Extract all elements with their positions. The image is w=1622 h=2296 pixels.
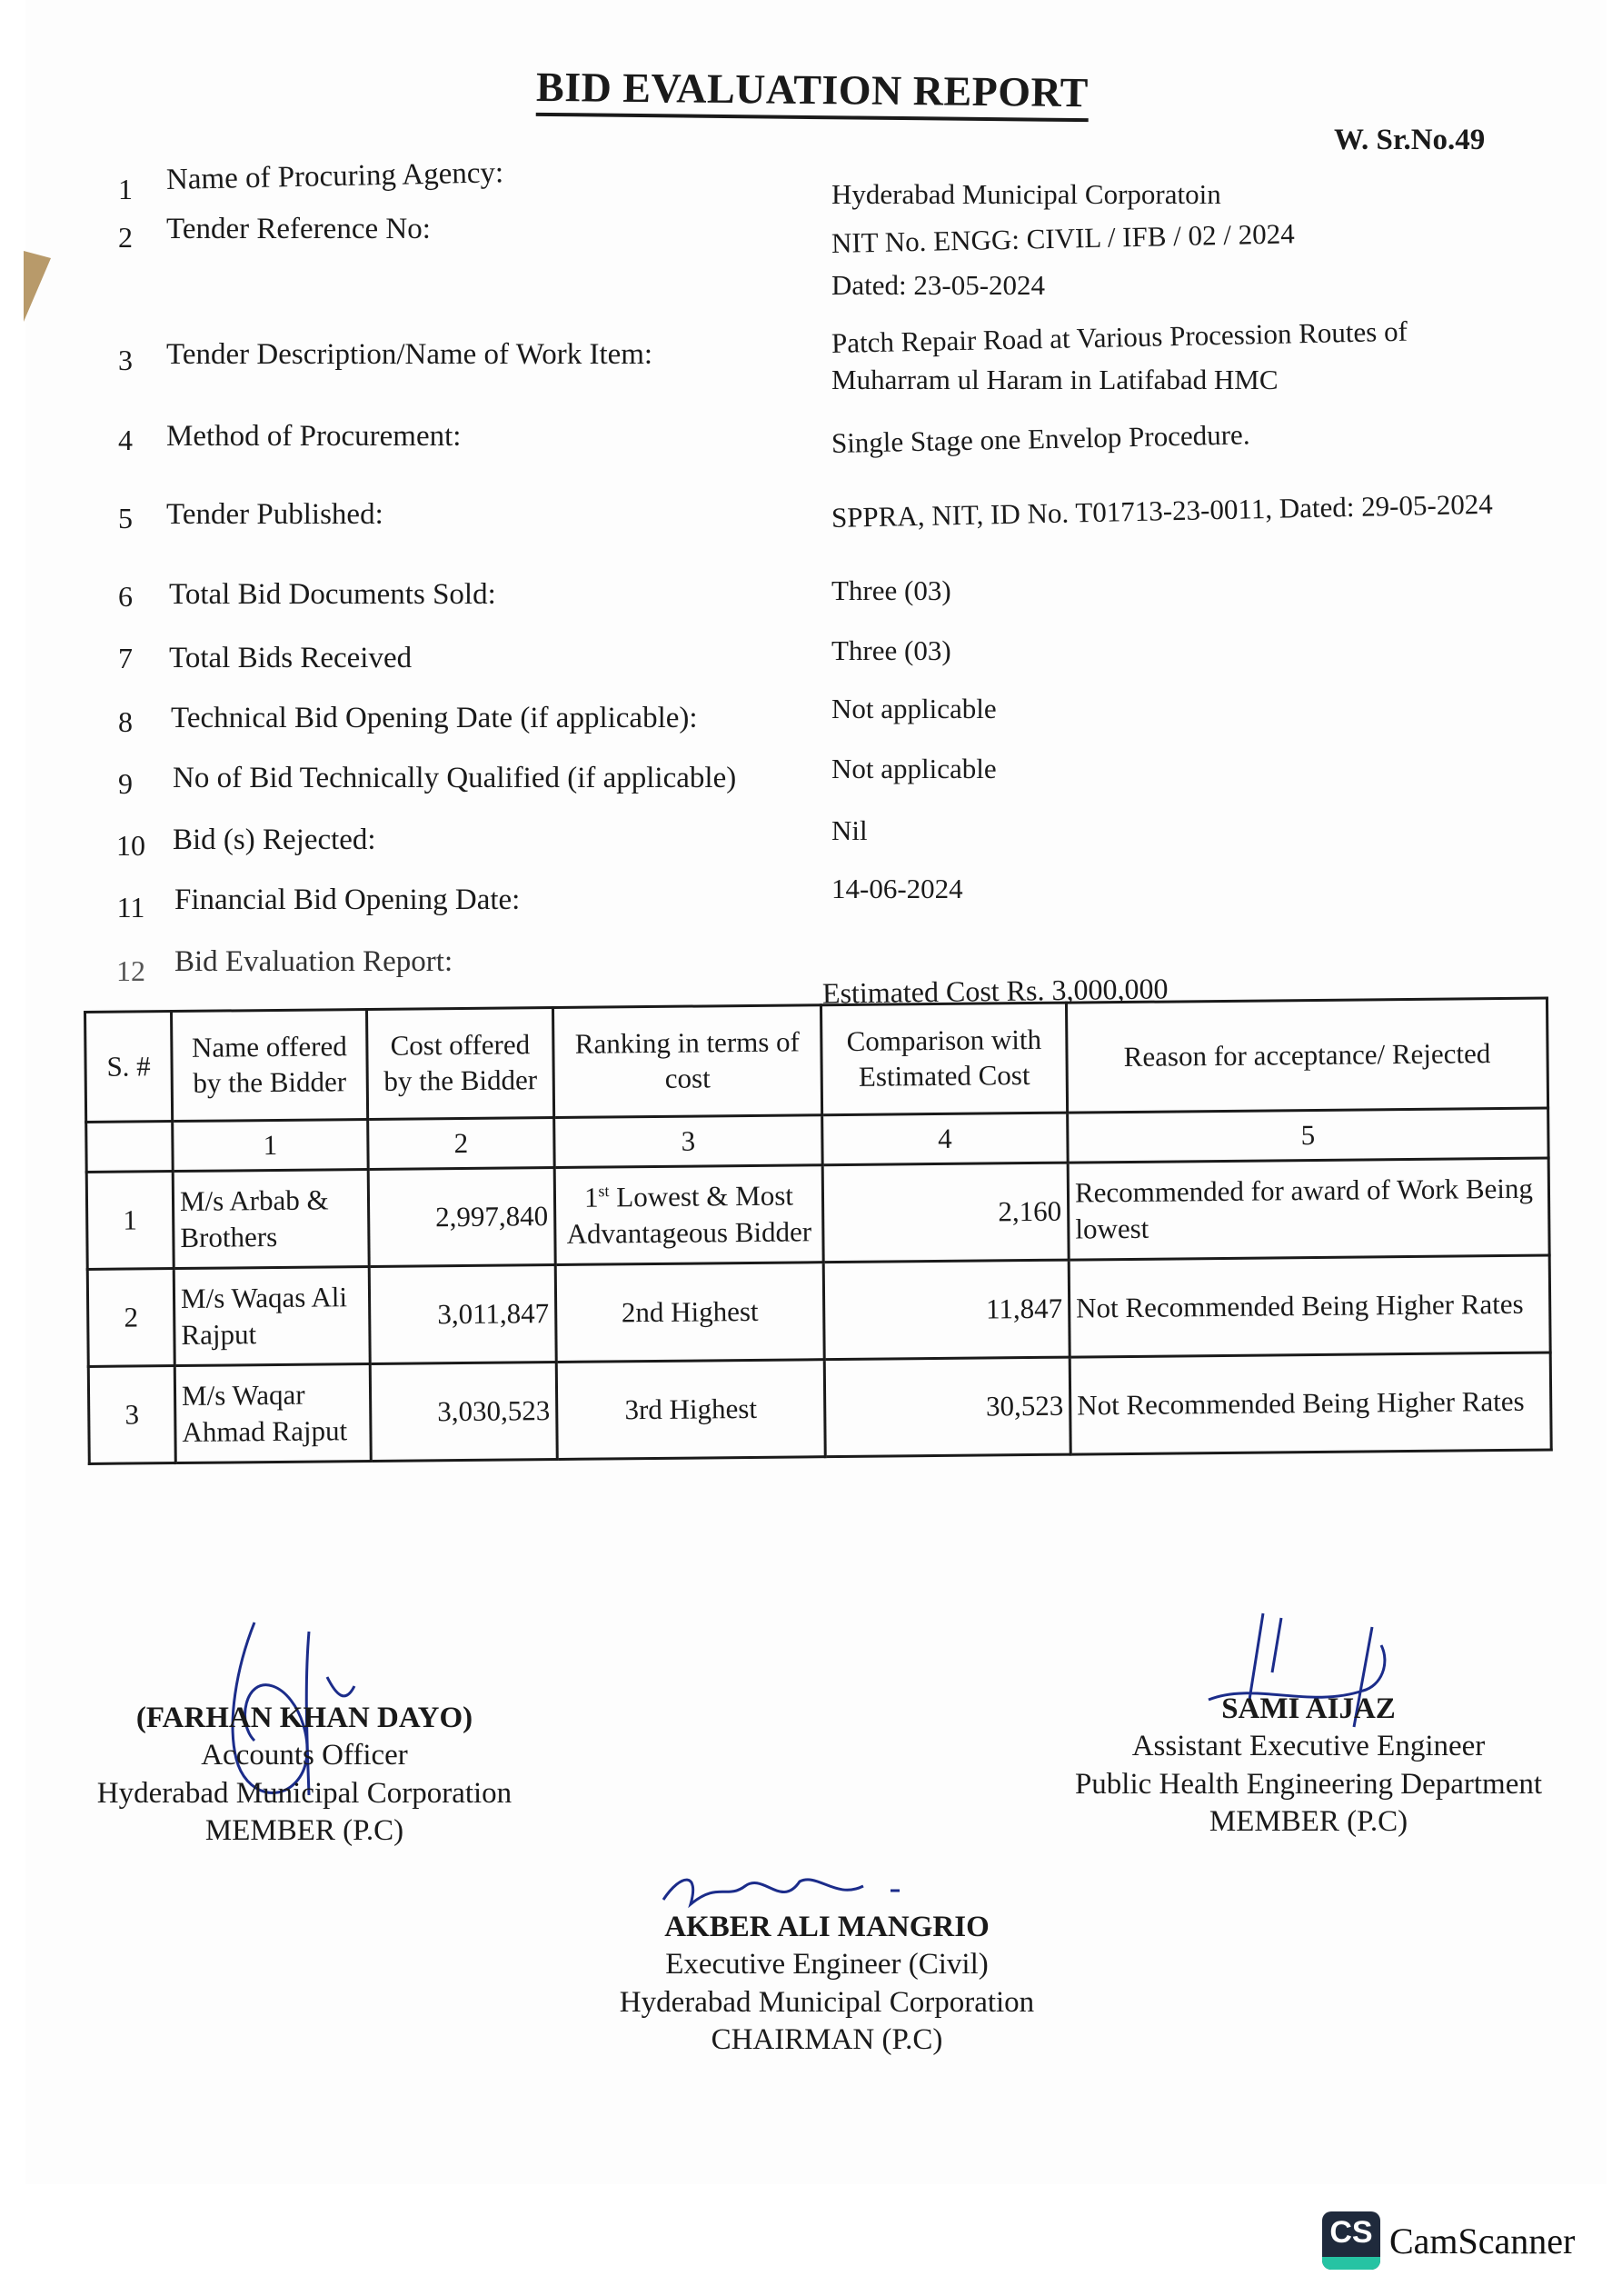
signatory-member-right [1045, 1691, 1572, 1841]
field-number: 5 [118, 502, 133, 534]
field-label: Name of Procuring Agency: [165, 156, 504, 196]
field-label: Bid Evaluation Report: [174, 945, 453, 978]
cell-comparison: 30,523 [824, 1357, 1070, 1457]
field-value-line2: Muharram ul Haram in Latifabad HMC [831, 364, 1279, 395]
report-title: BID EVALUATION REPORT [536, 63, 1089, 122]
cell-reason: Recommended for award of Work Being lowest [1068, 1158, 1549, 1260]
rank-suffix: st [598, 1181, 610, 1200]
signatory-name: SAMI AIJAZ [1221, 1692, 1396, 1725]
cell-ranking: 2nd Highest [555, 1263, 824, 1363]
field-number: 8 [118, 705, 133, 738]
table-row [86, 1158, 1549, 1269]
header-line: by the Bidder [193, 1065, 347, 1099]
field-number: 12 [116, 954, 145, 987]
cell-ranking: 3rd Highest [556, 1360, 825, 1460]
field-label: Tender Published: [166, 498, 383, 531]
field-value: Single Stage one Envelop Procedure. [831, 418, 1250, 459]
field-label: Total Bid Documents Sold: [169, 578, 496, 611]
signatory-member-left [68, 1700, 541, 1850]
signatory-designation: Executive Engineer (Civil) [665, 1948, 989, 1982]
signatory-designation: Assistant Executive Engineer [1131, 1730, 1486, 1763]
field-value: Three (03) [831, 634, 951, 666]
signatory-role: CHAIRMAN (P.C) [711, 2022, 943, 2056]
field-label: Tender Description/Name of Work Item: [166, 338, 653, 371]
header-line: Cost offered [390, 1028, 531, 1063]
field-label: Technical Bid Opening Date (if applicable): [171, 702, 698, 734]
table-row [87, 1255, 1550, 1366]
field-number: 10 [116, 829, 145, 862]
signatory-org: Hyderabad Municipal Corporation [96, 1776, 512, 1810]
pen-mark [24, 251, 51, 322]
field-label: Total Bids Received [169, 642, 413, 674]
cell-sn: 1 [86, 1172, 174, 1270]
index-cell: 5 [1068, 1108, 1549, 1163]
field-value: Not applicable [831, 753, 997, 784]
signatory-designation: Accounts Officer [201, 1739, 408, 1772]
signatory-org: Public Health Engineering Department [1074, 1767, 1543, 1801]
bid-table [84, 997, 1553, 1465]
camscanner-logo-icon [1322, 2211, 1380, 2270]
header-line: Estimated Cost [858, 1059, 1030, 1093]
signatory-chairman [509, 1909, 1145, 2059]
field-label: Financial Bid Opening Date: [174, 883, 521, 916]
field-number: 4 [118, 424, 133, 456]
index-cell: 3 [554, 1115, 823, 1168]
field-number: 3 [118, 344, 133, 376]
field-value-date: Dated: 23-05-2024 [831, 269, 1046, 301]
serial-number: W. Sr.No.49 [1334, 124, 1486, 156]
cell-bidder-name: M/s Arbab & Brothers [173, 1170, 369, 1269]
field-label: Bid (s) Rejected: [173, 824, 376, 856]
cell-sn: 3 [88, 1366, 175, 1464]
logo-text: CS [1329, 2215, 1373, 2250]
field-number: 7 [118, 642, 133, 674]
signatory-role: MEMBER (P.C) [1209, 1804, 1408, 1838]
field-number: 9 [118, 767, 133, 800]
header-line: cost [664, 1062, 711, 1094]
field-value: Hyderabad Municipal Corporatoin [831, 178, 1221, 210]
header-line: by the Bidder [383, 1063, 538, 1097]
signatory-org: Hyderabad Municipal Corporation [619, 1985, 1035, 2019]
field-label: Tender Reference No: [166, 213, 431, 245]
header-comparison [821, 1003, 1067, 1115]
cell-bidder-name: M/s Waqar Ahmad Rajput [174, 1363, 371, 1462]
field-number: 2 [118, 221, 133, 254]
field-value: Patch Repair Road at Various Procession Routes of [831, 314, 1408, 359]
cell-cost: 2,997,840 [368, 1168, 555, 1267]
cell-cost: 3,011,847 [369, 1265, 556, 1364]
cell-bidder-name: M/s Waqas Ali Rajput [174, 1266, 370, 1365]
estimated-cost: Estimated Cost Rs. 3,000,000 [821, 972, 1169, 1010]
header-ranking [552, 1005, 821, 1118]
cell-sn: 2 [87, 1269, 174, 1367]
header-line: Comparison with [846, 1023, 1042, 1058]
index-cell: 1 [173, 1120, 369, 1172]
rank-text: Lowest & Most Advantageous Bidder [566, 1179, 812, 1250]
table-header-row [85, 998, 1548, 1122]
header-reason: Reason for acceptance/ Rejected [1066, 998, 1547, 1113]
field-value: SPPRA, NIT, ID No. T01713-23-0011, Dated: 29-05-2024 [831, 487, 1494, 534]
index-cell: 4 [822, 1113, 1069, 1165]
field-number: 6 [118, 580, 133, 613]
index-cell: 2 [368, 1118, 555, 1170]
signatory-role: MEMBER (P.C) [204, 1813, 404, 1847]
field-number: 1 [118, 173, 133, 205]
field-value: Three (03) [831, 574, 951, 606]
camscanner-brand: CamScanner [1389, 2220, 1576, 2261]
cell-comparison: 2,160 [822, 1163, 1069, 1263]
table-row [88, 1353, 1551, 1463]
header-line: Ranking in terms of [574, 1025, 801, 1061]
header-cost [367, 1008, 554, 1120]
header-name [172, 1010, 368, 1122]
field-label: Method of Procurement: [166, 420, 462, 453]
header-line: Name offered [191, 1030, 347, 1064]
field-value: Nil [831, 814, 868, 846]
camscanner-watermark [1322, 2211, 1575, 2270]
cell-reason: Not Recommended Being Higher Rates [1069, 1255, 1550, 1357]
field-value: 14-06-2024 [831, 873, 963, 904]
field-label: No of Bid Technically Qualified (if applicable) [173, 762, 737, 794]
signatory-name: (FARHAN KHAN DAYO) [135, 1702, 473, 1734]
field-number: 11 [116, 891, 145, 923]
field-value: Not applicable [831, 693, 997, 724]
cell-ranking [554, 1165, 823, 1265]
index-cell [86, 1122, 174, 1173]
header-sn: S. # [85, 1012, 173, 1123]
cell-reason: Not Recommended Being Higher Rates [1070, 1353, 1551, 1454]
cell-cost: 3,030,523 [370, 1363, 557, 1462]
cell-comparison: 11,847 [823, 1260, 1070, 1360]
signatory-name: AKBER ALI MANGRIO [664, 1911, 990, 1943]
field-value: NIT No. ENGG: CIVIL / IFB / 02 / 2024 [831, 217, 1296, 259]
rank-number: 1 [583, 1181, 599, 1213]
